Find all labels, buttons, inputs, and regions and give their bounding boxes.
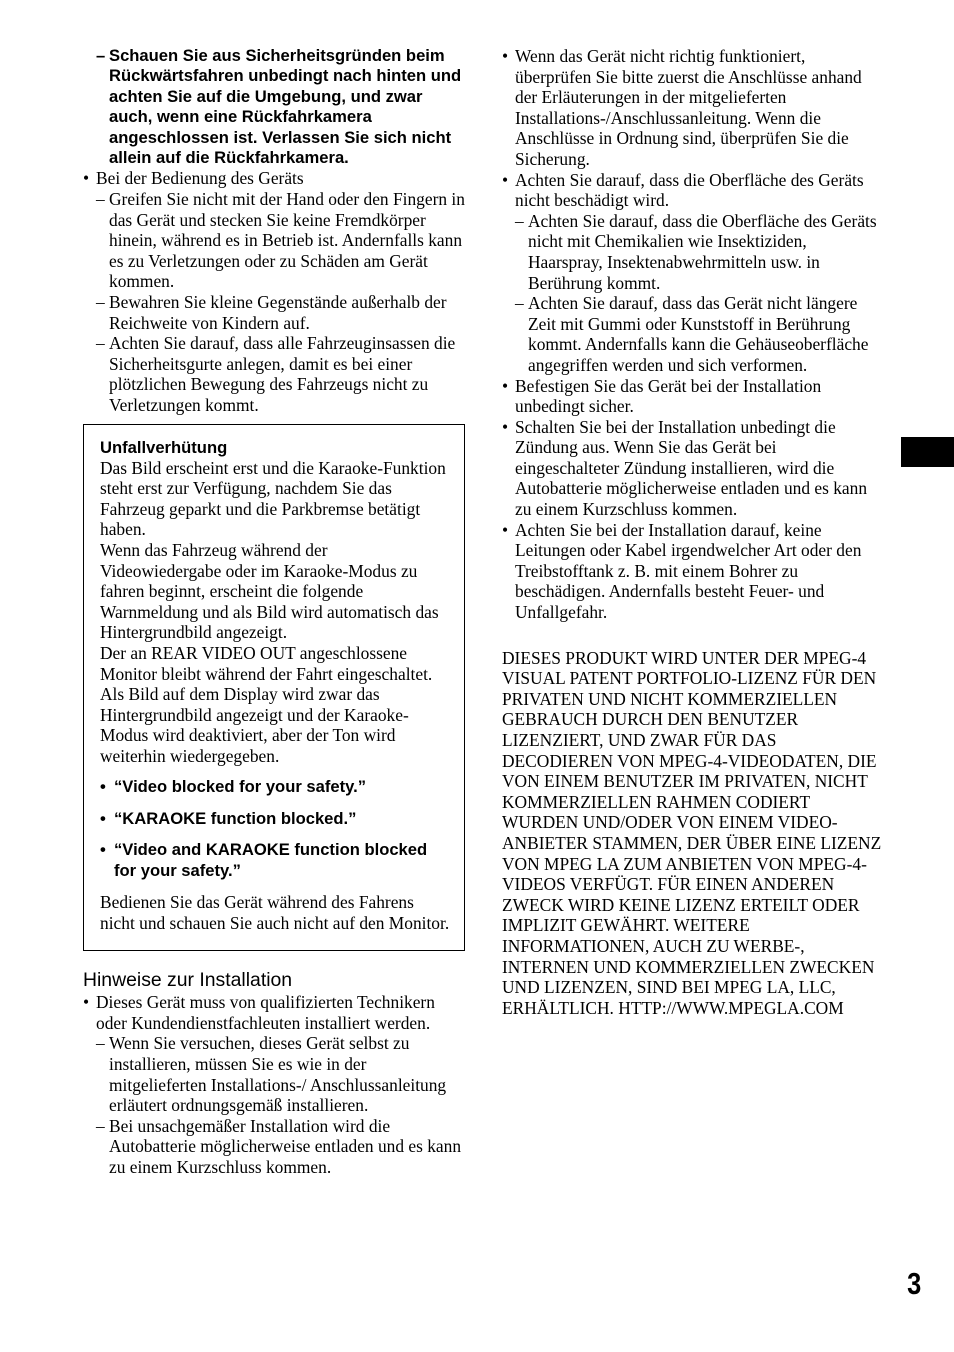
installation-dash: – Bei unsachgemäßer Installation wird die Autobatterie möglicherweise entladen und es kann zu einem Kurzschluss kommen.: [83, 1116, 465, 1178]
installation-heading: Hinweise zur Installation: [83, 969, 293, 992]
safety-rear-camera-note: – Schauen Sie aus Sicherheitsgründen beim Rückwärtsfahren unbedingt nach hinten und achten Sie auf die Umgebung, und zwar auch, wenn eine Rückfahrkamera angeschlossen ist. Verlassen Sie sich nicht allein auf die Rückfahrkamera.: [83, 46, 465, 168]
installation-bullet: • Dieses Gerät muss von qualifizierten Technikern oder Kundendienstfachleuten installiert werden.: [83, 992, 465, 1033]
box-title: Unfallverhütung: [100, 437, 228, 457]
accident-prevention-box: [83, 424, 465, 952]
box-footer: Bedienen Sie das Gerät während des Fahrens nicht und schauen Sie auch nicht auf den Monitor.: [100, 892, 450, 933]
ignition-bullet: • Schalten Sie bei der Installation unbedingt die Zündung aus. Wenn Sie das Gerät bei eingeschalteter Zündung installieren, wird die Autobatterie möglicherweise entladen und es kann zu einem Kurzschluss kommen.: [502, 417, 882, 520]
box-paragraph: Das Bild erscheint erst und die Karaoke-Funktion steht erst zur Verfügung, nachdem Sie das Fahrzeug geparkt und die Parkbremse betätigt haben.: [100, 457, 446, 540]
warning-message: • “Video and KARAOKE function blocked for your safety.”: [100, 840, 450, 881]
right-column: [502, 46, 882, 1018]
operation-dash-hands: – Greifen Sie nicht mit der Hand oder den Fingern in das Gerät und stecken Sie keine Fremdkörper hinein, während es in Betrieb ist. Andernfalls kann es zu Verletzungen oder zu Schäden am Gerät kommen.: [83, 189, 465, 292]
warning-message: • “KARAOKE function blocked.”: [100, 809, 450, 829]
surface-bullet: • Achten Sie darauf, dass die Oberfläche des Geräts nicht beschädigt wird.: [502, 170, 882, 211]
page-number: 3: [906, 1266, 921, 1301]
box-paragraph: Wenn das Fahrzeug während der Videowiedergabe oder im Karaoke-Modus zu fahren beginnt, erscheint die folgende Warnmeldung und als Bild wird automatisch das Hintergrundbild angezeigt.: [100, 539, 439, 643]
warning-message: • “Video blocked for your safety.”: [100, 777, 450, 797]
mounting-bullet: • Befestigen Sie das Gerät bei der Installation unbedingt sicher.: [502, 376, 882, 417]
left-column: [83, 46, 465, 1178]
surface-dash-rubber: – Achten Sie darauf, dass das Gerät nicht längere Zeit mit Gummi oder Kunststoff in Berührung kommt. Andernfalls kann die Gehäuseoberfläche angegriffen werden und sich verformen.: [502, 293, 882, 375]
box-paragraph: Der an REAR VIDEO OUT angeschlossene Monitor bleibt während der Fahrt eingeschaltet.: [100, 642, 433, 684]
wiring-bullet: • Achten Sie bei der Installation darauf, keine Leitungen oder Kabel irgendwelcher Art oder den Treibstofftank z. B. mit einem Bohrer zu beschädigen. Andernfalls besteht Feuer- und Unfallgefahr.: [502, 520, 882, 623]
surface-dash-chemicals: – Achten Sie darauf, dass die Oberfläche des Geräts nicht mit Chemikalien wie Insektiziden, Haarspray, Insektenabwehrmitteln usw. in Berührung kommt.: [502, 211, 882, 293]
malfunction-bullet: • Wenn das Gerät nicht richtig funktioniert, überprüfen Sie bitte zuerst die Anschlüsse anhand der Erläuterungen in der mitgelieferten Installations-/Anschlussanleitung. Wenn die Anschlüsse in Ordnung sind, überprüfen Sie die Sicherung.: [502, 46, 882, 170]
box-paragraph: Als Bild auf dem Display wird zwar das Hintergrundbild angezeigt und der Karaoke-Modus wird deaktiviert, aber der Ton wird weiterhin wiedergegeben.: [100, 684, 409, 766]
operation-bullet: • Bei der Bedienung des Geräts: [83, 168, 465, 189]
section-tab-marker: [901, 437, 954, 467]
installation-dash: – Wenn Sie versuchen, dieses Gerät selbst zu installieren, müssen Sie es wie in der mitgelieferten Installations-/ Anschlussanleitung erläutert ordnungsgemäß installieren.: [83, 1033, 465, 1115]
operation-dash-seatbelts: – Achten Sie darauf, dass alle Fahrzeuginsassen die Sicherheitsgurte anlegen, damit es bei einer plötzlichen Bewegung des Fahrzeugs nicht zu Verletzungen kommt.: [83, 333, 465, 415]
operation-dash-children: – Bewahren Sie kleine Gegenstände außerhalb der Reichweite von Kindern auf.: [83, 292, 465, 333]
mpeg-license-notice: DIESES PRODUKT WIRD UNTER DER MPEG-4 VISUAL PATENT PORTFOLIO-LIZENZ FÜR DEN PRIVATEN UND NICHT KOMMERZIELLEN GEBRAUCH DURCH DEN BENUTZER LIZENZIERT, UND ZWAR FÜR DAS DECODIEREN VON MPEG-4-VIDEODATEN, DIE VON EINEM BENUTZER IM PRIVATEN, NICHT KOMMERZIELLEN RAHMEN CODIERT WURDEN UND/ODER VON EINEM VIDEO-ANBIETER STAMMEN, DER ÜBER EINE LIZENZ VON MPEG LA ZUM ANBIETEN VON MPEG-4-VIDEOS VERFÜGT. FÜR EINEN ANDEREN ZWECK WIRD KEINE LIZENZ ERTEILT ODER IMPLIZIT GEWÄHRT. WEITERE INFORMATIONEN, AUCH ZU WERBE-, INTERNEN UND KOMMERZIELLEN ZWECKEN UND LIZENZEN, SIND BEI MPEG LA, LLC, ERHÄLTLICH. HTTP://WWW.MPEGLA.COM: [502, 647, 882, 1018]
